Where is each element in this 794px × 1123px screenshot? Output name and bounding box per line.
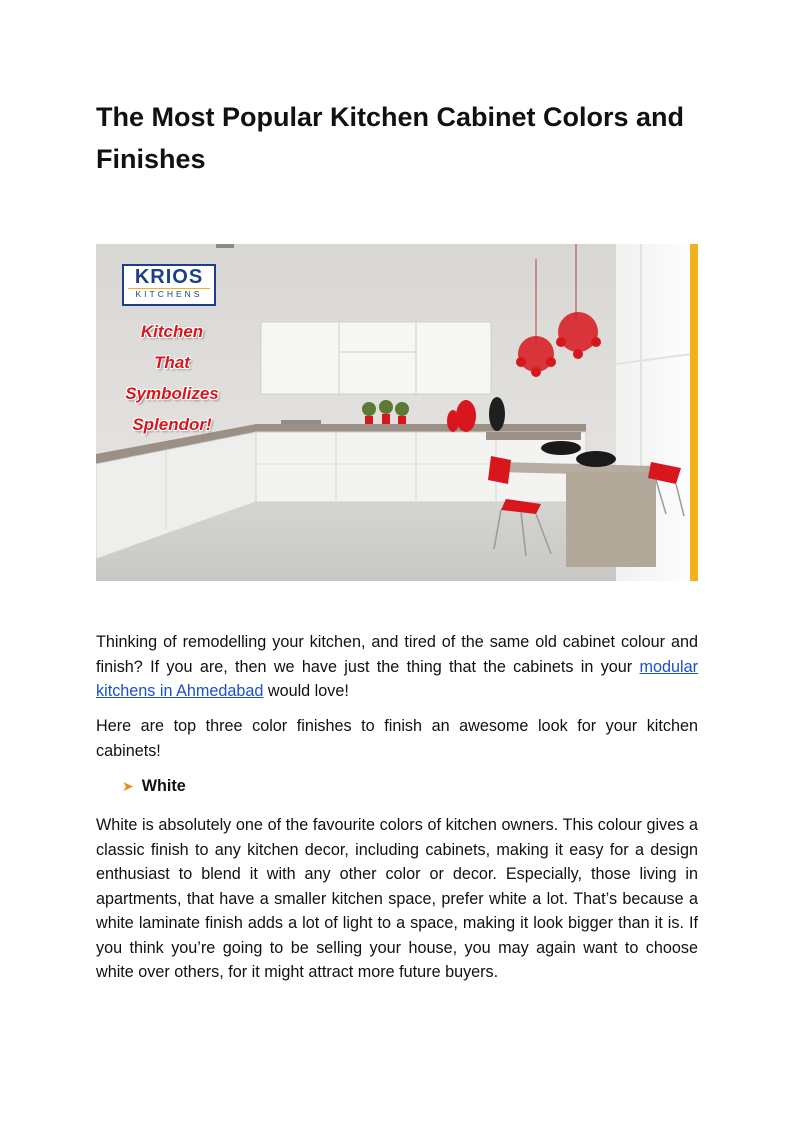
brand-logo <box>122 264 216 306</box>
white-paragraph: White is absolutely one of the favourite colors of kitchen owners. This colour gives a classic finish to any kitchen decor, including cabinets, making it easy for a design enthusiast to blend it with any other color or decor. Especially, those living in apartments, that have a smaller kitchen space, prefer white a lot. That’s because a white laminate finish adds a lot of light to a space, making it look bigger than it is. If you think you’re going to be selling your house, you may again want to choose white over others, for it might attract more future buyers. <box>96 816 698 981</box>
hero-tagline <box>112 316 232 440</box>
page-title: The Most Popular Kitchen Cabinet Colors and Finishes <box>96 102 685 174</box>
intro-text-after: would love! <box>263 682 349 700</box>
brand-sub: KITCHENS <box>128 288 210 299</box>
bullet-label: White <box>141 777 186 795</box>
hero-image <box>96 244 698 581</box>
intro-text-before: Thinking of remodelling your kitchen, and tired of the same old cabinet colour and finish? If you are, then we have just the thing that the cabinets in your <box>96 633 698 676</box>
arrow-bullet-icon: ➤ <box>122 778 134 794</box>
lead-paragraph: Here are top three color finishes to finish an awesome look for your kitchen cabinets! <box>96 717 698 760</box>
tagline-line: That <box>154 353 190 372</box>
intro-paragraph <box>96 630 698 704</box>
brand-name: KRIOS <box>134 266 204 288</box>
modular-kitchens-link[interactable]: modular kitchens in Ahmedabad <box>96 657 698 700</box>
bullet-white <box>122 774 186 798</box>
tagline-line: Symbolizes <box>125 384 219 403</box>
tagline-line: Splendor! <box>132 415 212 434</box>
tagline-line: Kitchen <box>140 322 204 341</box>
